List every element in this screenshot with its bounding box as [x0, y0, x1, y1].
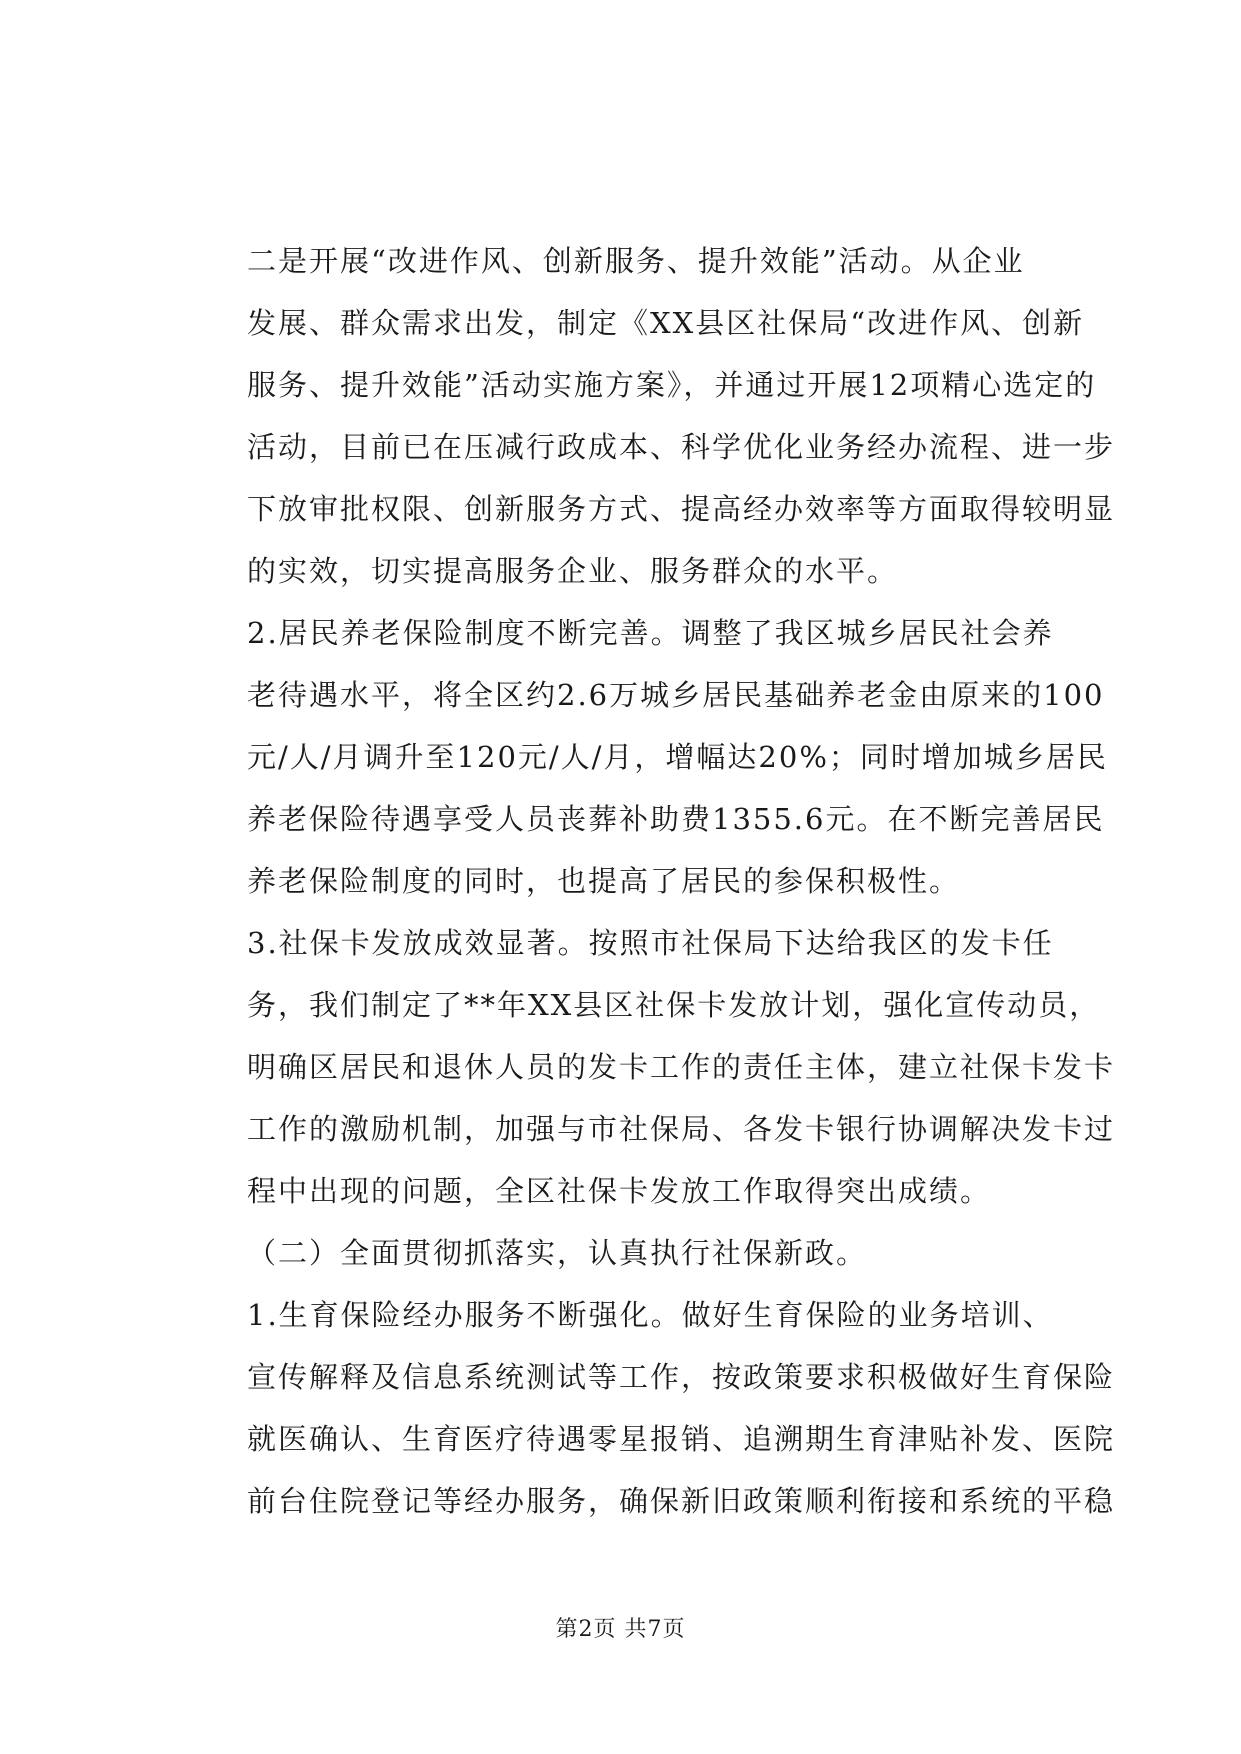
text-line: 程中出现的问题，全区社保卡发放工作取得突出成绩。	[247, 1174, 992, 1208]
text-line: 就医确认、生育医疗待遇零星报销、追溯期生育津贴补发、医院	[247, 1422, 1116, 1456]
page-number-footer: 第2页 共7页	[555, 1617, 686, 1642]
text-line: 的实效，切实提高服务企业、服务群众的水平。	[247, 554, 899, 588]
text-line: 二是开展“改进作风、创新服务、提升效能”活动。从企业	[247, 244, 1025, 278]
text-line: 1.生育保险经办服务不断强化。做好生育保险的业务培训、	[247, 1298, 1054, 1332]
text-line: 3.社保卡发放成效显著。按照市社保局下达给我区的发卡任	[247, 926, 1054, 960]
text-line: 发展、群众需求出发，制定《XX县区社保局“改进作风、创新	[247, 306, 1085, 340]
body-text	[185, 230, 1116, 1532]
paragraph-social-security-card	[185, 912, 1116, 1222]
text-line: 养老保险待遇享受人员丧葬补助费1355.6元。在不断完善居民	[247, 802, 1105, 836]
text-line: 务，我们制定了**年XX县区社保卡发放计划，强化宣传动员，	[247, 988, 1101, 1022]
text-line: 宣传解释及信息系统测试等工作，按政策要求积极做好生育保险	[247, 1360, 1116, 1394]
section-heading	[185, 1222, 1060, 1284]
paragraph-maternity-insurance	[185, 1284, 1116, 1532]
text-line: 服务、提升效能”活动实施方案》，并通过开展12项精心选定的	[247, 368, 1097, 402]
text-line: 2.居民养老保险制度不断完善。调整了我区城乡居民社会养	[247, 616, 1054, 650]
text-line: 前台住院登记等经办服务，确保新旧政策顺利衔接和系统的平稳	[247, 1484, 1116, 1518]
text-line: 养老保险制度的同时，也提高了居民的参保积极性。	[247, 864, 961, 898]
text-line: 元/人/月调升至120元/人/月，增幅达20%；同时增加城乡居民	[247, 740, 1108, 774]
text-line: 工作的激励机制，加强与市社保局、各发卡银行协调解决发卡过	[247, 1112, 1116, 1146]
text-line: 下放审批权限、创新服务方式、提高经办效率等方面取得较明显	[247, 492, 1116, 526]
paragraph-activity-campaign	[185, 230, 1116, 602]
paragraph-pension-insurance	[185, 602, 1108, 912]
text-line: 活动，目前已在压减行政成本、科学优化业务经办流程、进一步	[247, 430, 1116, 464]
text-line: （二）全面贯彻抓落实，认真执行社保新政。	[247, 1236, 868, 1270]
text-line: 老待遇水平，将全区约2.6万城乡居民基础养老金由原来的100	[247, 678, 1105, 712]
text-line: 明确区居民和退休人员的发卡工作的责任主体，建立社保卡发卡	[247, 1050, 1116, 1084]
